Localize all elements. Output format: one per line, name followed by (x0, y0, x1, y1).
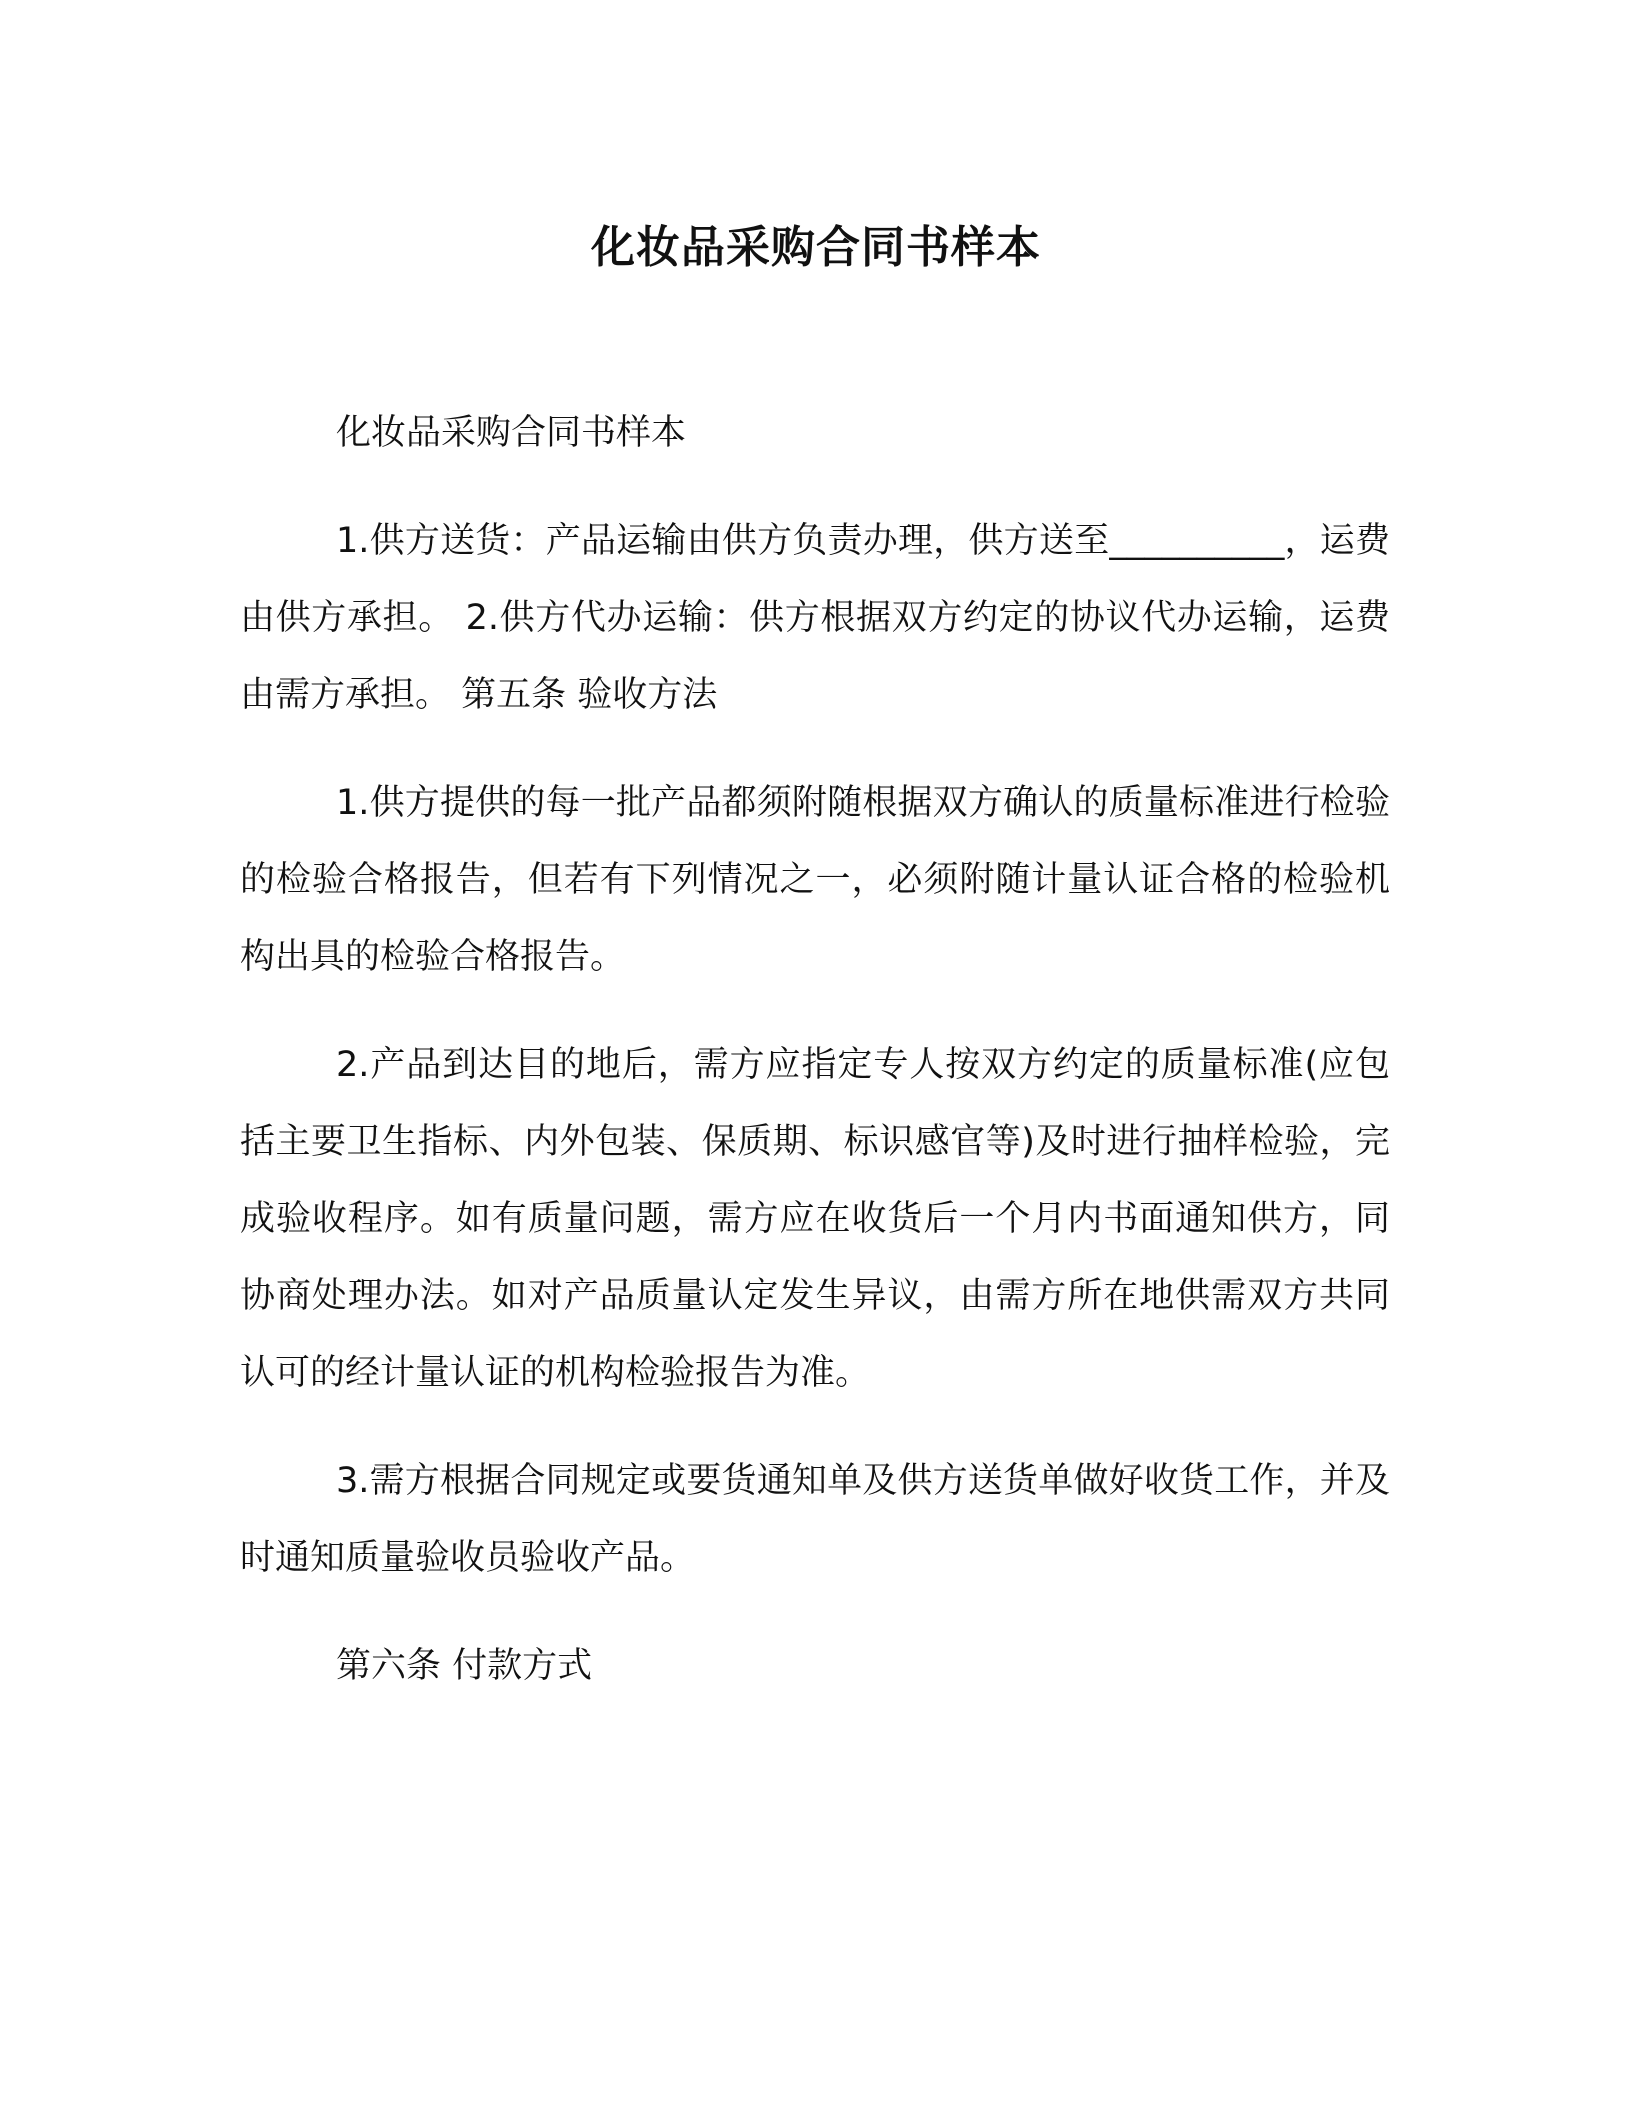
document-title: 化妆品采购合同书样本 (591, 222, 1041, 273)
paragraph-heading: 化妆品采购合同书样本 (336, 413, 687, 453)
paragraph-receiving: 3.需方根据合同规定或要货通知单及供方送货单做好收货工作，并及时通知质量验收员验收产品。 (240, 1461, 1390, 1578)
paragraph-payment-heading: 第六条 付款方式 (336, 1646, 593, 1686)
paragraph-inspection-report: 1.供方提供的每一批产品都须附随根据双方确认的质量标准进行检验的检验合格报告，但若有下列情况之一，必须附随计量认证合格的检验机构出具的检验合格报告。 (240, 783, 1390, 977)
document-body (240, 395, 1390, 1736)
paragraph-delivery: 1.供方送货：产品运输由供方负责办理，供方送至__________，运费由供方承担。 2.供方代办运输：供方根据双方约定的协议代办运输，运费由需方承担。 第五条 验收方法 (240, 521, 1390, 715)
paragraph-acceptance-procedure: 2.产品到达目的地后，需方应指定专人按双方约定的质量标准(应包括主要卫生指标、内外包装、保质期、标识感官等)及时进行抽样检验，完成验收程序。如有质量问题，需方应在收货后一个月内书面通知供方，同协商处理办法。如对产品质量认定发生异议，由需方所在地供需双方共同认可的经计量认证的机构检验报告为准。 (240, 1045, 1390, 1393)
